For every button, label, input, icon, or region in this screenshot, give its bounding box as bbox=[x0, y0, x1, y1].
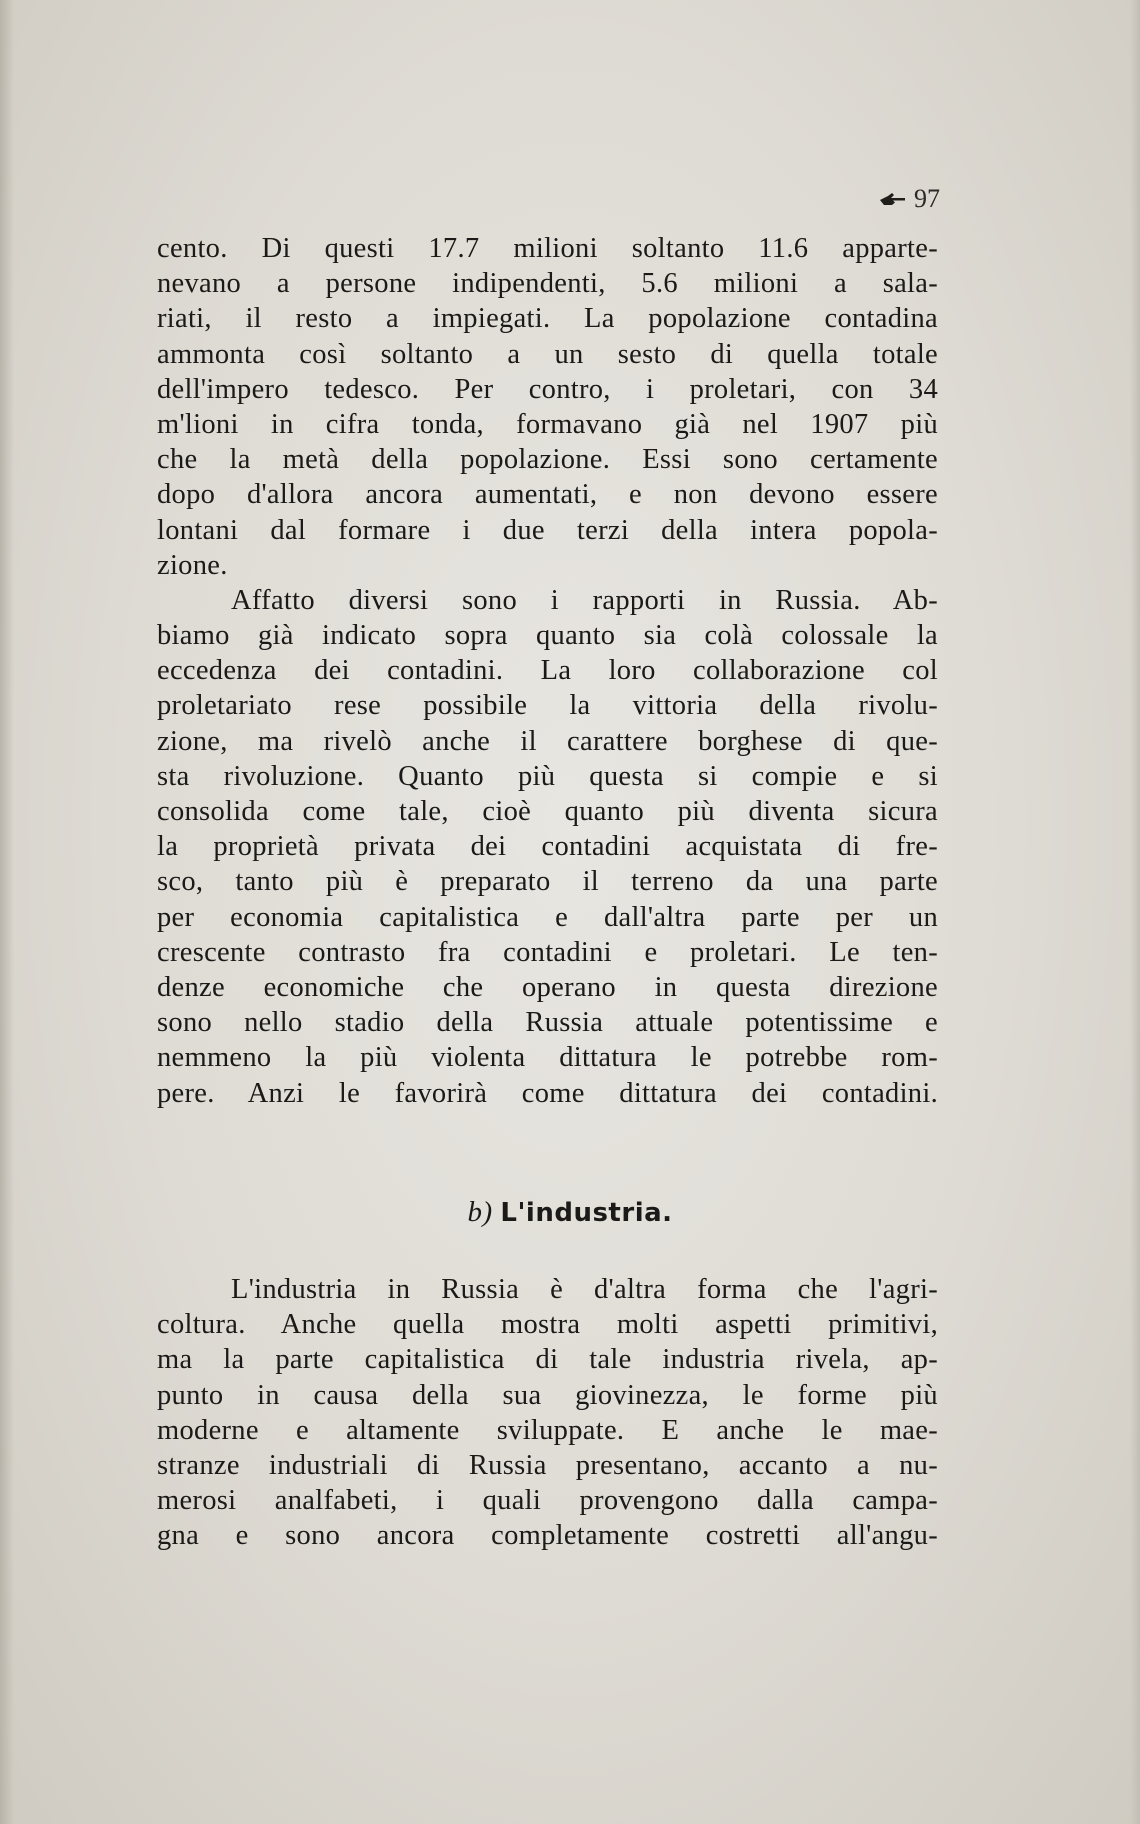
section-heading bbox=[0, 1196, 1140, 1229]
text-line: pere. Anzi le favorirà come dittatura dei contadini. bbox=[157, 1077, 938, 1109]
pointing-hand-icon bbox=[878, 190, 908, 208]
text-line: dopo d'allora ancora aumentati, e non devono essere bbox=[157, 479, 938, 511]
text-line: proletariato rese possibile la vittoria della rivolu- bbox=[157, 690, 938, 722]
body-text-top bbox=[157, 231, 938, 1111]
text-line: la proprietà privata dei contadini acquistata di fre- bbox=[157, 831, 938, 863]
text-line: Affatto diversi sono i rapporti in Russia. Ab- bbox=[231, 584, 938, 616]
text-line: lontani dal formare i due terzi della intera popola- bbox=[157, 514, 938, 546]
page-edge-shadow-right bbox=[1130, 0, 1140, 1824]
text-line: eccedenza dei contadini. La loro collaborazione col bbox=[157, 655, 938, 687]
text-line: sco, tanto più è preparato il terreno da una parte bbox=[157, 866, 938, 898]
page-header bbox=[878, 184, 940, 214]
section-title: L'industria. bbox=[500, 1198, 673, 1228]
text-line: riati, il resto a impiegati. La popolazione contadina bbox=[157, 303, 938, 335]
text-line: crescente contrasto fra contadini e proletari. Le ten- bbox=[157, 936, 938, 968]
text-line: merosi analfabeti, i quali provengono dalla campa- bbox=[157, 1485, 938, 1517]
body-text-bottom bbox=[157, 1272, 938, 1554]
text-line: che la metà della popolazione. Essi sono certamente bbox=[157, 444, 938, 476]
text-line: gna e sono ancora completamente costretti all'angu- bbox=[157, 1520, 938, 1552]
text-line: cento. Di questi 17.7 milioni soltanto 11.6 apparte- bbox=[157, 233, 938, 264]
text-line: biamo già indicato sopra quanto sia colà colossale la bbox=[157, 620, 938, 652]
section-letter: b) bbox=[467, 1196, 493, 1228]
text-line: per economia capitalistica e dall'altra parte per un bbox=[157, 901, 938, 933]
text-line: m'lioni in cifra tonda, formavano già nel 1907 più bbox=[157, 408, 938, 440]
text-line: zione. bbox=[157, 549, 228, 581]
text-line: moderne e altamente sviluppate. E anche le mae- bbox=[157, 1414, 938, 1446]
text-line: sta rivoluzione. Quanto più questa si compie e si bbox=[157, 760, 938, 792]
text-line: ma la parte capitalistica di tale industria rivela, ap- bbox=[157, 1344, 938, 1376]
text-line: zione, ma rivelò anche il carattere borghese di que- bbox=[157, 725, 938, 757]
text-line: stranze industriali di Russia presentano, accanto a nu- bbox=[157, 1449, 938, 1481]
text-line: punto in causa della sua giovinezza, le forme più bbox=[157, 1379, 938, 1411]
text-line: consolida come tale, cioè quanto più diventa sicura bbox=[157, 796, 938, 827]
page-number: 97 bbox=[914, 184, 940, 213]
text-line: L'industria in Russia è d'altra forma che l'agri- bbox=[231, 1274, 938, 1305]
text-line: ammonta così soltanto a un sesto di quella totale bbox=[157, 338, 938, 370]
text-line: denze economiche che operano in questa direzione bbox=[157, 971, 938, 1003]
text-line: dell'impero tedesco. Per contro, i proletari, con 34 bbox=[157, 373, 938, 405]
text-line: nevano a persone indipendenti, 5.6 milioni a sala- bbox=[157, 268, 938, 300]
text-line: nemmeno la più violenta dittatura le potrebbe rom- bbox=[157, 1042, 938, 1074]
text-line: sono nello stadio della Russia attuale potentissime e bbox=[157, 1007, 938, 1039]
text-line: coltura. Anche quella mostra molti aspetti primitivi, bbox=[157, 1309, 938, 1341]
page-edge-shadow-left bbox=[0, 0, 14, 1824]
